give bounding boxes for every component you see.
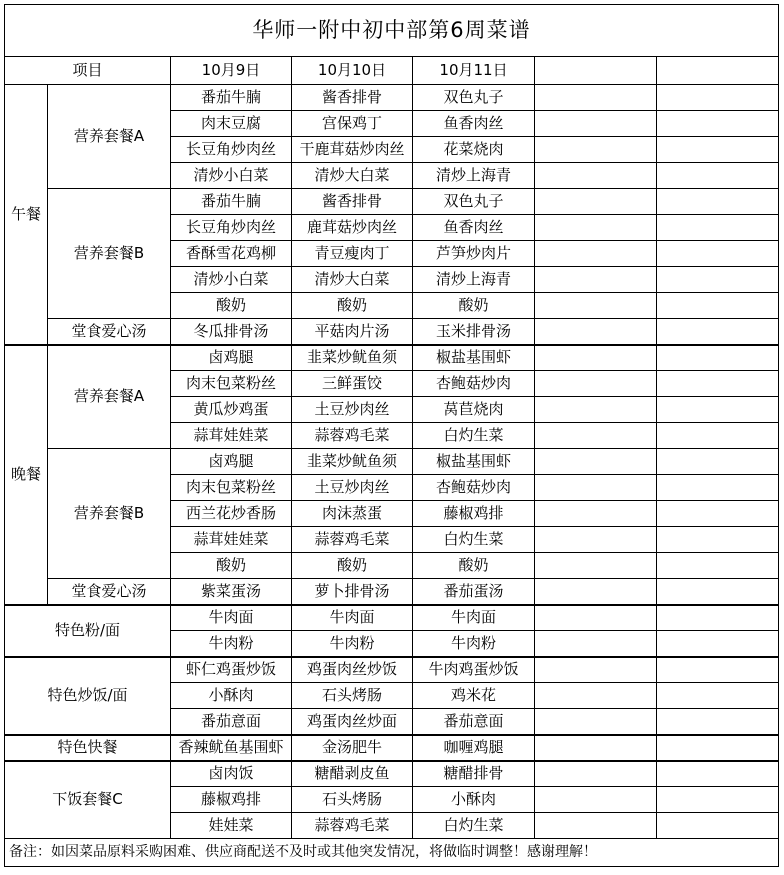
- lunch-soup-label: 堂食爱心汤: [48, 319, 171, 345]
- empty-cell: [657, 371, 779, 397]
- dish-cell: 糖醋排骨: [413, 761, 535, 787]
- empty-cell: [657, 787, 779, 813]
- dish-cell: 平菇肉片汤: [292, 319, 413, 345]
- empty-cell: [657, 709, 779, 735]
- empty-cell: [535, 215, 657, 241]
- dish-cell: 土豆炒肉丝: [292, 397, 413, 423]
- dinner-set-a-label: 营养套餐A: [48, 345, 171, 449]
- empty-cell: [535, 163, 657, 189]
- dish-cell: 番茄意面: [413, 709, 535, 735]
- dish-cell: 肉末豆腐: [171, 111, 292, 137]
- empty-cell: [657, 553, 779, 579]
- dish-cell: 韭菜炒鱿鱼须: [292, 345, 413, 371]
- empty-cell: [657, 631, 779, 657]
- dish-cell: 椒盐基围虾: [413, 345, 535, 371]
- dish-cell: 蒜蓉鸡毛菜: [292, 527, 413, 553]
- dish-cell: 娃娃菜: [171, 813, 292, 839]
- menu-table: [4, 4, 779, 867]
- dish-cell: 清炒上海青: [413, 267, 535, 293]
- footer-note: 备注：如因菜品原料采购困难、供应商配送不及时或其他突发情况，将做临时调整！感谢理解！: [5, 839, 779, 867]
- dish-cell: 韭菜炒鱿鱼须: [292, 449, 413, 475]
- dish-cell: 牛肉面: [292, 605, 413, 631]
- dish-cell: 番茄意面: [171, 709, 292, 735]
- empty-cell: [657, 501, 779, 527]
- empty-cell: [657, 57, 779, 85]
- dish-cell: 蒜蓉鸡毛菜: [292, 423, 413, 449]
- dish-cell: 酸奶: [413, 553, 535, 579]
- empty-cell: [657, 189, 779, 215]
- empty-cell: [657, 605, 779, 631]
- dinner-set-b-label: 营养套餐B: [48, 449, 171, 579]
- dish-cell: 黄瓜炒鸡蛋: [171, 397, 292, 423]
- dish-cell: 长豆角炒肉丝: [171, 215, 292, 241]
- empty-cell: [535, 787, 657, 813]
- dish-cell: 石头烤肠: [292, 683, 413, 709]
- dish-cell: 金汤肥牛: [292, 735, 413, 761]
- dish-cell: 鸡蛋肉丝炒面: [292, 709, 413, 735]
- dish-cell: 酱香排骨: [292, 85, 413, 111]
- empty-cell: [535, 709, 657, 735]
- dish-cell: 糖醋剥皮鱼: [292, 761, 413, 787]
- fast-label: 特色快餐: [5, 735, 171, 761]
- fried-label: 特色炒饭/面: [5, 657, 171, 735]
- dish-cell: 鸡蛋肉丝炒饭: [292, 657, 413, 683]
- dish-cell: 宫保鸡丁: [292, 111, 413, 137]
- dish-cell: 牛肉粉: [292, 631, 413, 657]
- dish-cell: 清炒大白菜: [292, 267, 413, 293]
- dish-cell: 卤肉饭: [171, 761, 292, 787]
- empty-cell: [535, 345, 657, 371]
- empty-cell: [657, 293, 779, 319]
- dish-cell: 牛肉粉: [171, 631, 292, 657]
- dish-cell: 莴苣烧肉: [413, 397, 535, 423]
- empty-cell: [535, 137, 657, 163]
- empty-cell: [535, 57, 657, 85]
- empty-cell: [657, 215, 779, 241]
- dish-cell: 虾仁鸡蛋炒饭: [171, 657, 292, 683]
- empty-cell: [535, 527, 657, 553]
- empty-cell: [657, 423, 779, 449]
- dish-cell: 肉沫蒸蛋: [292, 501, 413, 527]
- empty-cell: [657, 735, 779, 761]
- dish-cell: 玉米排骨汤: [413, 319, 535, 345]
- empty-cell: [535, 631, 657, 657]
- dish-cell: 肉末包菜粉丝: [171, 475, 292, 501]
- dish-cell: 鸡米花: [413, 683, 535, 709]
- empty-cell: [535, 371, 657, 397]
- dish-cell: 白灼生菜: [413, 527, 535, 553]
- lunch-set-b-label: 营养套餐B: [48, 189, 171, 319]
- empty-cell: [535, 449, 657, 475]
- item-header: 项目: [5, 57, 171, 85]
- empty-cell: [657, 319, 779, 345]
- empty-cell: [535, 605, 657, 631]
- dish-cell: 清炒大白菜: [292, 163, 413, 189]
- empty-cell: [535, 813, 657, 839]
- date-header: 10月9日: [171, 57, 292, 85]
- empty-cell: [657, 579, 779, 605]
- dish-cell: 椒盐基围虾: [413, 449, 535, 475]
- empty-cell: [657, 397, 779, 423]
- lunch-set-a-label: 营养套餐A: [48, 85, 171, 189]
- dish-cell: 肉末包菜粉丝: [171, 371, 292, 397]
- dish-cell: 酱香排骨: [292, 189, 413, 215]
- dish-cell: 白灼生菜: [413, 813, 535, 839]
- dish-cell: 三鲜蛋饺: [292, 371, 413, 397]
- dish-cell: 鱼香肉丝: [413, 215, 535, 241]
- date-header: 10月10日: [292, 57, 413, 85]
- empty-cell: [535, 241, 657, 267]
- dish-cell: 杏鲍菇炒肉: [413, 371, 535, 397]
- empty-cell: [535, 553, 657, 579]
- dish-cell: 牛肉粉: [413, 631, 535, 657]
- empty-cell: [657, 449, 779, 475]
- empty-cell: [657, 241, 779, 267]
- dish-cell: 双色丸子: [413, 85, 535, 111]
- empty-cell: [535, 657, 657, 683]
- noodles-label: 特色粉/面: [5, 605, 171, 657]
- empty-cell: [535, 397, 657, 423]
- dish-cell: 土豆炒肉丝: [292, 475, 413, 501]
- lunch-label: 午餐: [5, 85, 48, 345]
- dinner-label: 晚餐: [5, 345, 48, 605]
- empty-cell: [535, 111, 657, 137]
- dish-cell: 芦笋炒肉片: [413, 241, 535, 267]
- dish-cell: 长豆角炒肉丝: [171, 137, 292, 163]
- dish-cell: 番茄牛腩: [171, 189, 292, 215]
- dish-cell: 蒜茸娃娃菜: [171, 527, 292, 553]
- empty-cell: [535, 423, 657, 449]
- empty-cell: [535, 319, 657, 345]
- dish-cell: 白灼生菜: [413, 423, 535, 449]
- empty-cell: [657, 683, 779, 709]
- empty-cell: [535, 85, 657, 111]
- dish-cell: 咖喱鸡腿: [413, 735, 535, 761]
- empty-cell: [535, 579, 657, 605]
- dish-cell: 西兰花炒香肠: [171, 501, 292, 527]
- empty-cell: [535, 501, 657, 527]
- empty-cell: [657, 85, 779, 111]
- dish-cell: 清炒上海青: [413, 163, 535, 189]
- empty-cell: [535, 475, 657, 501]
- dish-cell: 酸奶: [171, 293, 292, 319]
- dish-cell: 紫菜蛋汤: [171, 579, 292, 605]
- date-header: 10月11日: [413, 57, 535, 85]
- dish-cell: 卤鸡腿: [171, 449, 292, 475]
- dish-cell: 杏鲍菇炒肉: [413, 475, 535, 501]
- dish-cell: 酸奶: [413, 293, 535, 319]
- empty-cell: [657, 475, 779, 501]
- dish-cell: 干鹿茸菇炒肉丝: [292, 137, 413, 163]
- empty-cell: [657, 137, 779, 163]
- dish-cell: 藤椒鸡排: [171, 787, 292, 813]
- page-title: 华师一附中初中部第6周菜谱: [5, 5, 779, 57]
- dish-cell: 花菜烧肉: [413, 137, 535, 163]
- empty-cell: [535, 761, 657, 787]
- dish-cell: 蒜茸娃娃菜: [171, 423, 292, 449]
- empty-cell: [535, 735, 657, 761]
- empty-cell: [535, 189, 657, 215]
- dish-cell: 牛肉鸡蛋炒饭: [413, 657, 535, 683]
- set-c-label: 下饭套餐C: [5, 761, 171, 839]
- dish-cell: 卤鸡腿: [171, 345, 292, 371]
- dish-cell: 小酥肉: [171, 683, 292, 709]
- empty-cell: [535, 293, 657, 319]
- empty-cell: [657, 267, 779, 293]
- dish-cell: 石头烤肠: [292, 787, 413, 813]
- empty-cell: [657, 163, 779, 189]
- dish-cell: 青豆瘦肉丁: [292, 241, 413, 267]
- dish-cell: 香辣鱿鱼基围虾: [171, 735, 292, 761]
- dish-cell: 清炒小白菜: [171, 267, 292, 293]
- dinner-soup-label: 堂食爱心汤: [48, 579, 171, 605]
- dish-cell: 酸奶: [171, 553, 292, 579]
- empty-cell: [535, 267, 657, 293]
- dish-cell: 牛肉面: [413, 605, 535, 631]
- dish-cell: 萝卜排骨汤: [292, 579, 413, 605]
- dish-cell: 香酥雪花鸡柳: [171, 241, 292, 267]
- dish-cell: 小酥肉: [413, 787, 535, 813]
- empty-cell: [657, 813, 779, 839]
- empty-cell: [535, 683, 657, 709]
- dish-cell: 酸奶: [292, 293, 413, 319]
- dish-cell: 鱼香肉丝: [413, 111, 535, 137]
- dish-cell: 鹿茸菇炒肉丝: [292, 215, 413, 241]
- empty-cell: [657, 527, 779, 553]
- dish-cell: 清炒小白菜: [171, 163, 292, 189]
- dish-cell: 蒜蓉鸡毛菜: [292, 813, 413, 839]
- empty-cell: [657, 345, 779, 371]
- dish-cell: 牛肉面: [171, 605, 292, 631]
- dish-cell: 番茄蛋汤: [413, 579, 535, 605]
- empty-cell: [657, 761, 779, 787]
- dish-cell: 酸奶: [292, 553, 413, 579]
- dish-cell: 藤椒鸡排: [413, 501, 535, 527]
- empty-cell: [657, 111, 779, 137]
- empty-cell: [657, 657, 779, 683]
- dish-cell: 冬瓜排骨汤: [171, 319, 292, 345]
- dish-cell: 双色丸子: [413, 189, 535, 215]
- dish-cell: 番茄牛腩: [171, 85, 292, 111]
